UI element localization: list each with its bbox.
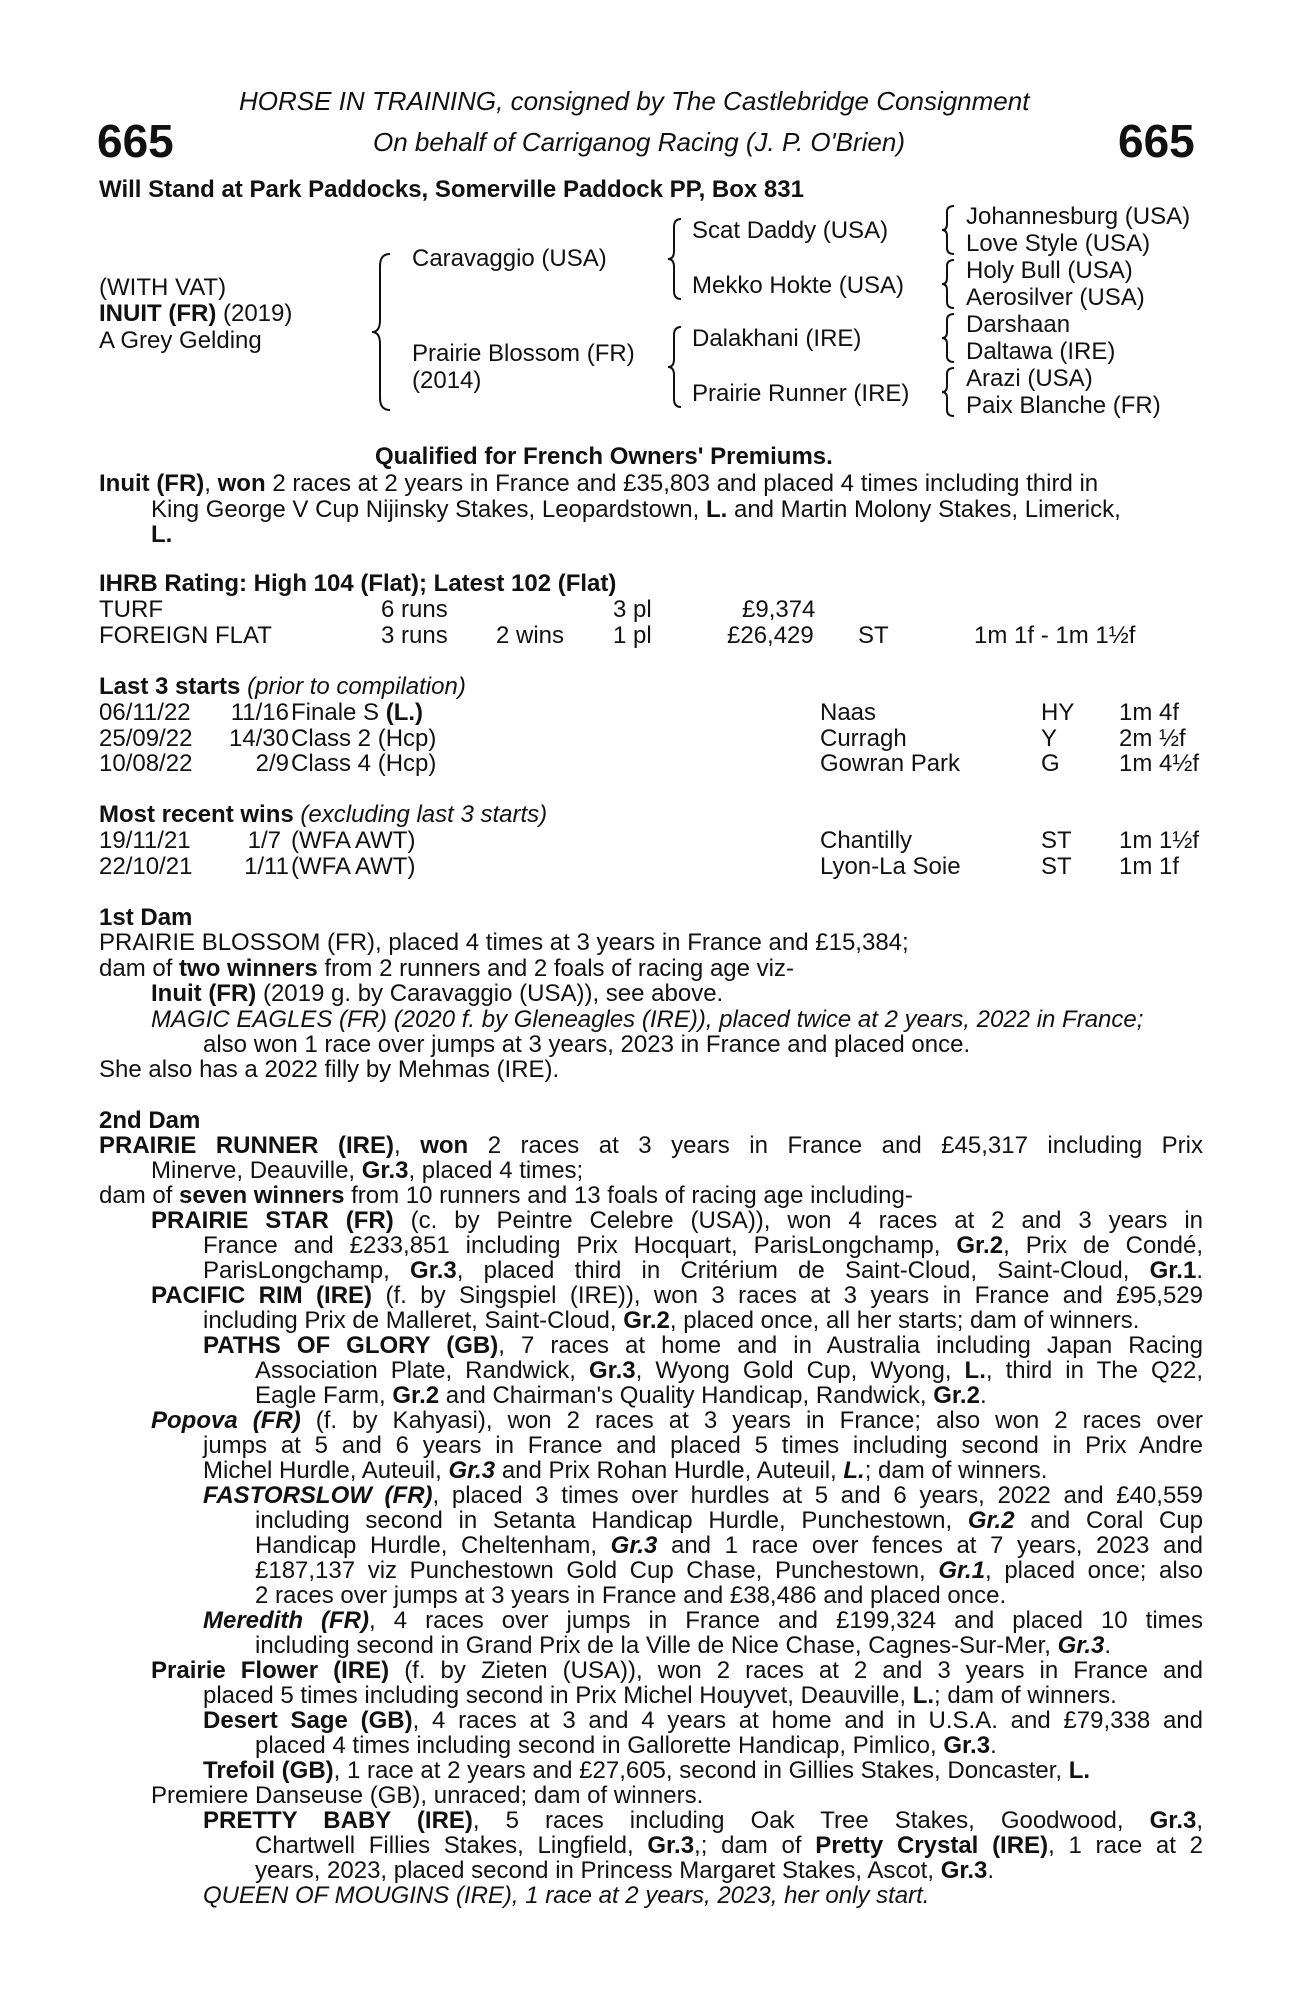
fast-line-4 xyxy=(255,1558,1203,1584)
popova-grade: L. xyxy=(843,1457,865,1484)
pedigree-brace-g3-3 xyxy=(940,312,956,364)
horse-name-line xyxy=(99,301,292,327)
paths-name: PATHS OF GLORY (GB) xyxy=(203,1332,499,1359)
dam2-name: PRAIRIE RUNNER (IRE) xyxy=(99,1132,395,1159)
header-consignor: HORSE IN TRAINING, consigned by The Castlebridge Consignment xyxy=(239,86,1030,116)
win-course: Lyon-La Soie xyxy=(820,853,961,880)
gen2-sire-dam: Mekko Hokte (USA) xyxy=(692,272,905,299)
fast-line-5: 2 races over jumps at 3 years in France and £38,486 and placed once. xyxy=(255,1582,1007,1609)
dam1-line-3 xyxy=(151,981,723,1007)
popova-grade: Gr.3 xyxy=(448,1457,496,1484)
summary-won: won xyxy=(217,470,266,497)
gen3-5: Darshaan xyxy=(966,311,1071,338)
fast-line-2 xyxy=(255,1508,1203,1534)
horse-year: (2019) xyxy=(222,300,293,327)
win-race: (WFA AWT) xyxy=(291,853,416,880)
summary-line-2 xyxy=(151,497,1121,523)
paths-grade: L. xyxy=(964,1357,986,1384)
dam2-p1-line-1: PRAIRIE RUNNER (IRE), won 2 races at 3 years in France and £45,317 including Prix xyxy=(99,1132,1203,1159)
start-pos: 14/30 xyxy=(228,725,289,752)
rim-name: PACIFIC RIM (IRE) xyxy=(151,1282,373,1309)
start-date: 10/08/22 xyxy=(99,750,193,777)
pretty-text: , xyxy=(1196,1807,1204,1834)
flower-line-1 xyxy=(151,1658,1203,1684)
trefoil-text: , 1 race at 2 years and £27,605, second in Gillies Stakes, Doncaster, xyxy=(333,1757,1063,1784)
start-date: 25/09/22 xyxy=(99,725,193,752)
fast-grade: Gr.1 xyxy=(938,1557,986,1584)
rating-runs: 6 runs xyxy=(381,596,448,623)
start-dist: 1m 4½f xyxy=(1119,750,1200,777)
rim-text: , placed once, all her starts; dam of winners. xyxy=(669,1307,1140,1334)
mer-grade: Gr.3 xyxy=(1057,1632,1105,1659)
flower-text: ; dam of winners. xyxy=(934,1682,1117,1709)
win-race: (WFA AWT) xyxy=(291,827,416,854)
win-date: 19/11/21 xyxy=(99,827,191,854)
dam-name: Prairie Blossom (FR) xyxy=(412,340,635,367)
trefoil-name: Trefoil (GB) xyxy=(203,1757,334,1784)
lot-number-left: 665 xyxy=(97,115,174,167)
gen2-dam-dam: Prairie Runner (IRE) xyxy=(692,380,910,407)
pretty-name: PRETTY BABY (IRE) xyxy=(203,1807,473,1834)
start-race: Finale S xyxy=(291,699,380,726)
fast-text: Handicap Hurdle, Cheltenham, xyxy=(255,1532,598,1559)
start-course: Naas xyxy=(820,699,877,726)
star-text: . xyxy=(1196,1257,1203,1284)
star-text: , Prix de Condé, xyxy=(1003,1232,1204,1259)
flower-text: placed 5 times including second in Prix Michel Houyvet, Deauville, xyxy=(203,1682,907,1709)
vat-note: (WITH VAT) xyxy=(99,274,227,301)
popova-line-3 xyxy=(203,1458,1047,1484)
paths-grade: Gr.2 xyxy=(392,1382,440,1409)
last3-heading: Last 3 starts xyxy=(99,673,241,700)
dam2-p2 xyxy=(99,1183,913,1209)
pedigree-brace-g3-1 xyxy=(940,204,956,256)
gen2-dam-sire: Dalakhani (IRE) xyxy=(692,325,862,352)
fast-line-1 xyxy=(203,1483,1203,1509)
sage-text: , 4 races at 3 and 4 years at home and in U.S.A. and £79,338 and xyxy=(412,1707,1204,1734)
summary-grade-2: L. xyxy=(151,521,173,548)
summary-line-1: Inuit (FR), won 2 races at 2 years in France and £35,803 and placed 4 times including third in xyxy=(99,470,1099,497)
stand-location: Will Stand at Park Paddocks, Somerville Paddock PP, Box 831 xyxy=(99,176,804,203)
win-going: ST xyxy=(1041,827,1072,854)
start-dist: 1m 4f xyxy=(1119,699,1180,726)
pedigree-brace-sire xyxy=(666,217,684,301)
mer-text: . xyxy=(1104,1632,1112,1659)
sage-name: Desert Sage (GB) xyxy=(203,1707,413,1734)
start-going: HY xyxy=(1041,699,1075,726)
summary-text-1: 2 races at 2 years in France and £35,803 and placed 4 times including third in xyxy=(272,470,1099,497)
dam1-line-6: She also has a 2022 filly by Mehmas (IRE). xyxy=(99,1056,560,1083)
flower-grade: L. xyxy=(912,1682,935,1709)
start-course: Gowran Park xyxy=(820,750,961,777)
dam1-winners: two winners xyxy=(179,955,318,982)
start-race-cell xyxy=(291,700,423,726)
wins-row xyxy=(99,854,1209,880)
wins-title xyxy=(99,802,547,828)
summary-grade-1: L. xyxy=(705,496,728,523)
sage-line-1 xyxy=(203,1708,1203,1734)
start-race: Class 2 (Hcp) xyxy=(291,725,437,752)
start-pos: 11/16 xyxy=(230,699,289,726)
rating-money: £26,429 xyxy=(727,622,814,649)
rating-type: TURF xyxy=(99,596,163,623)
paths-line-2 xyxy=(255,1358,1203,1384)
star-line-1 xyxy=(151,1208,1203,1234)
horse-description: A Grey Gelding xyxy=(99,327,262,354)
win-course: Chantilly xyxy=(820,827,913,854)
dam1-text: from 2 runners and 2 foals of racing age viz- xyxy=(324,955,794,982)
fast-text: and 1 race over fences at 7 years, 2023 and xyxy=(670,1532,1204,1559)
start-date: 06/11/22 xyxy=(99,699,191,726)
popova-text: ; dam of winners. xyxy=(864,1457,1048,1484)
flower-name: Prairie Flower (IRE) xyxy=(151,1657,390,1684)
star-line-3 xyxy=(203,1258,1203,1284)
pedigree-brace-main xyxy=(370,252,394,412)
star-text: France and £233,851 including Prix Hocquart, ParisLongchamp, xyxy=(203,1232,941,1259)
wins-row xyxy=(99,828,1209,854)
rating-title: IHRB Rating: High 104 (Flat); Latest 102 (Flat) xyxy=(99,570,617,597)
gen3-4: Aerosilver (USA) xyxy=(966,284,1145,311)
paths-text: , third in The Q22, xyxy=(985,1357,1203,1384)
dam2-title: 2nd Dam xyxy=(99,1107,201,1134)
win-dist: 1m 1½f xyxy=(1119,827,1200,854)
summary-horse: Inuit (FR) xyxy=(99,470,205,497)
rating-type: FOREIGN FLAT xyxy=(99,622,272,649)
last3-note: (prior to compilation) xyxy=(247,673,466,700)
dam2-text: 2 races at 3 years in France and £45,317 including Prix xyxy=(487,1132,1203,1159)
rating-pl: 1 pl xyxy=(613,622,652,649)
last3-row xyxy=(99,700,1209,726)
dam1-line-2 xyxy=(99,956,794,982)
fast-text: , placed 3 times over hurdles at 5 and 6 years, 2022 and £40,559 xyxy=(432,1482,1203,1509)
dam1-line-1: PRAIRIE BLOSSOM (FR), placed 4 times at 3 years in France and £15,384; xyxy=(99,929,909,956)
trefoil-grade: L. xyxy=(1068,1757,1091,1784)
popova-name: Popova (FR) xyxy=(151,1407,301,1434)
pretty-line-1 xyxy=(203,1808,1203,1834)
flower-text: (f. by Zieten (USA)), won 2 races at 2 and 3 years in France and xyxy=(404,1657,1204,1684)
start-dist: 2m ½f xyxy=(1119,725,1186,752)
win-going: ST xyxy=(1041,853,1072,880)
dam1-text: dam of xyxy=(99,955,173,982)
mer-name: Meredith (FR) xyxy=(203,1607,370,1634)
dam2-p1-line-2 xyxy=(151,1158,583,1184)
rating-runs: 3 runs xyxy=(381,622,448,649)
win-date: 22/10/21 xyxy=(99,853,193,880)
star-grade: Gr.2 xyxy=(956,1232,1004,1259)
star-text: ParisLongchamp, xyxy=(203,1257,390,1284)
last3-row xyxy=(99,726,1209,752)
start-race: Class 4 (Hcp) xyxy=(291,750,437,777)
rating-row xyxy=(99,623,1209,649)
paths-text: . xyxy=(979,1382,987,1409)
fast-text: including second in Setanta Handicap Hurdle, Punchestown, xyxy=(255,1507,953,1534)
dam2-text: dam of xyxy=(99,1182,173,1209)
start-course: Curragh xyxy=(820,725,907,752)
dam2-text: , placed 4 times; xyxy=(408,1157,584,1184)
horse-name: INUIT (FR) xyxy=(99,300,217,327)
pretty-text: ,; dam of xyxy=(694,1832,802,1859)
popova-line-2: jumps at 5 and 6 years in France and placed 5 times including second in Prix Andre xyxy=(203,1432,1203,1459)
start-going: G xyxy=(1041,750,1060,777)
sage-text: . xyxy=(990,1732,997,1759)
pretty-text: Chartwell Fillies Stakes, Lingfield, xyxy=(255,1832,634,1859)
paths-text: Eagle Farm, xyxy=(255,1382,386,1409)
pretty-grade: Gr.3 xyxy=(1149,1807,1197,1834)
summary-text-2c: and Martin Molony Stakes, Limerick, xyxy=(733,496,1121,523)
gen3-8: Paix Blanche (FR) xyxy=(966,392,1161,419)
paths-line-1 xyxy=(203,1333,1203,1359)
paths-line-3 xyxy=(255,1383,987,1409)
star-line-2 xyxy=(203,1233,1203,1259)
dam-year: (2014) xyxy=(412,367,482,394)
star-name: PRAIRIE STAR (FR) xyxy=(151,1207,394,1234)
pretty-line-3 xyxy=(255,1858,994,1884)
rim-text: including Prix de Malleret, Saint-Cloud, xyxy=(203,1307,617,1334)
last3-row xyxy=(99,751,1209,777)
start-going: Y xyxy=(1041,725,1058,752)
sage-grade: Gr.3 xyxy=(943,1732,991,1759)
paths-grade: Gr.3 xyxy=(588,1357,636,1384)
sage-text: placed 4 times including second in Gallorette Handicap, Pimlico, xyxy=(255,1732,937,1759)
dam1-line-4: MAGIC EAGLES (FR) (2020 f. by Gleneagles (IRE)), placed twice at 2 years, 2022 in France; xyxy=(151,1006,1144,1033)
last3-title xyxy=(99,674,466,700)
rim-line-2 xyxy=(203,1308,1139,1334)
pedigree-brace-dam xyxy=(666,325,684,409)
popova-text: (f. by Kahyasi), won 2 races at 3 years in France; also won 2 races over xyxy=(315,1407,1204,1434)
pretty-grade: Gr.3 xyxy=(647,1832,695,1859)
paths-text: and Chairman's Quality Handicap, Randwick, xyxy=(445,1382,927,1409)
trefoil-line xyxy=(203,1758,1090,1784)
gen3-3: Holy Bull (USA) xyxy=(966,257,1133,284)
paths-text: Association Plate, Randwick, xyxy=(255,1357,576,1384)
win-dist: 1m 1f xyxy=(1119,853,1180,880)
popova-line-1 xyxy=(151,1408,1203,1434)
gen3-6: Daltawa (IRE) xyxy=(966,338,1116,365)
dam1-title: 1st Dam xyxy=(99,904,193,931)
mer-text: including second in Grand Prix de la Ville de Nice Chase, Cagnes-Sur-Mer, xyxy=(255,1632,1051,1659)
premiums-note: Qualified for French Owners' Premiums. xyxy=(375,443,833,470)
dam1-horse: Inuit (FR) xyxy=(151,980,257,1007)
mer-line-1 xyxy=(203,1608,1203,1634)
fast-line-3 xyxy=(255,1533,1203,1559)
star-text: , placed third in Critérium de Saint-Cloud, Saint-Cloud, xyxy=(456,1257,1130,1284)
lot-number-right: 665 xyxy=(1118,115,1195,167)
fast-grade: Gr.2 xyxy=(967,1507,1015,1534)
fast-text: , placed once; also xyxy=(985,1557,1204,1584)
paths-text: , 7 races at home and in Australia including Japan Racing xyxy=(498,1332,1203,1359)
popova-text: Michel Hurdle, Auteuil, xyxy=(203,1457,442,1484)
summary-text-2a: King George V Cup Nijinsky Stakes, Leopardstown, xyxy=(151,496,700,523)
flower-line-2 xyxy=(203,1683,1117,1709)
rim-line-1 xyxy=(151,1283,1203,1309)
rating-row xyxy=(99,597,1209,623)
paths-grade: Gr.2 xyxy=(933,1382,980,1409)
dam1-text: (2019 g. by Caravaggio (USA)), see above. xyxy=(262,980,724,1007)
pretty-line-2 xyxy=(255,1833,1203,1859)
pretty-grade: Gr.3 xyxy=(940,1857,988,1884)
dam2-grade: Gr.3 xyxy=(361,1157,409,1184)
pedigree-brace-g3-2 xyxy=(940,258,956,310)
header-behalf: On behalf of Carriganog Racing (J. P. O'Brien) xyxy=(373,127,905,157)
queen-line: QUEEN OF MOUGINS (IRE), 1 race at 2 years, 2023, her only start. xyxy=(203,1882,930,1909)
star-text: (c. by Peintre Celebre (USA)), won 4 races at 2 and 3 years in xyxy=(410,1207,1203,1234)
wins-note: (excluding last 3 starts) xyxy=(300,801,548,828)
dam2-winners: seven winners xyxy=(179,1182,345,1209)
pretty-text: , 5 races including Oak Tree Stakes, Goodwood, xyxy=(472,1807,1124,1834)
start-grade: (L.) xyxy=(385,699,424,726)
dam1-line-5: also won 1 race over jumps at 3 years, 2023 in France and placed once. xyxy=(203,1031,971,1058)
win-pos: 1/11 xyxy=(244,853,289,880)
star-grade: Gr.3 xyxy=(410,1257,457,1284)
pretty-text: . xyxy=(987,1857,995,1884)
dam2-won: won xyxy=(420,1132,469,1159)
mer-text: , 4 races over jumps in France and £199,324 and placed 10 times xyxy=(369,1607,1204,1634)
pretty-text: , 1 race at 2 xyxy=(1048,1832,1203,1859)
rating-money: £9,374 xyxy=(742,596,816,623)
gen3-7: Arazi (USA) xyxy=(966,365,1093,392)
rating-dist: 1m 1f - 1m 1½f xyxy=(974,622,1136,649)
fast-text: £187,137 viz Punchestown Gold Cup Chase, Punchestown, xyxy=(255,1557,926,1584)
sire-name: Caravaggio (USA) xyxy=(412,245,607,272)
start-pos: 2/9 xyxy=(255,750,289,777)
rating-pl: 3 pl xyxy=(613,596,652,623)
dam2-text: from 10 runners and 13 foals of racing age including- xyxy=(351,1182,913,1209)
sage-line-2 xyxy=(255,1733,997,1759)
wins-heading: Most recent wins xyxy=(99,801,294,828)
gen3-1: Johannesburg (USA) xyxy=(966,203,1191,230)
gen3-2: Love Style (USA) xyxy=(966,230,1151,257)
paths-text: , Wyong Gold Cup, Wyong, xyxy=(635,1357,952,1384)
star-grade: Gr.1 xyxy=(1149,1257,1197,1284)
fast-text: and Coral Cup xyxy=(1030,1507,1204,1534)
win-pos: 1/7 xyxy=(247,827,281,854)
premiere-line: Premiere Danseuse (GB), unraced; dam of winners. xyxy=(151,1782,704,1809)
fast-name: FASTORSLOW (FR) xyxy=(203,1482,433,1509)
gen2-sire-sire: Scat Daddy (USA) xyxy=(692,217,889,244)
popova-text: and Prix Rohan Hurdle, Auteuil, xyxy=(501,1457,837,1484)
pretty-crystal: Pretty Crystal (IRE) xyxy=(815,1832,1049,1859)
rim-text: (f. by Singspiel (IRE)), won 3 races at 3 years in France and £95,529 xyxy=(385,1282,1204,1309)
fast-grade: Gr.3 xyxy=(610,1532,658,1559)
rating-wins: 2 wins xyxy=(496,622,565,649)
mer-line-2 xyxy=(255,1633,1111,1659)
rim-grade: Gr.2 xyxy=(623,1307,670,1334)
pretty-text: years, 2023, placed second in Princess Margaret Stakes, Ascot, xyxy=(255,1857,935,1884)
pedigree-brace-g3-4 xyxy=(940,366,956,418)
dam2-text: Minerve, Deauville, xyxy=(151,1157,356,1184)
rating-going: ST xyxy=(858,622,889,649)
